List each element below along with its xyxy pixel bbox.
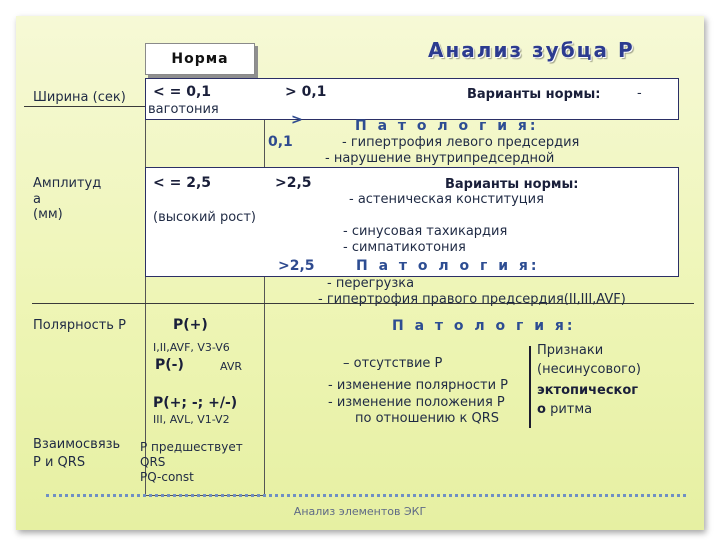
- width-row-label: Ширина (сек): [33, 90, 126, 105]
- width-norm-value: < = 0,1: [153, 84, 212, 100]
- amplitude-row-units: (мм): [33, 207, 63, 222]
- polarity-negative-leads: AVR: [220, 360, 242, 373]
- amplitude-row-label-1: Амплитуд: [33, 176, 102, 191]
- polarity-pathology-item-4: по отношению к QRS: [355, 411, 499, 426]
- width-gt-marker: >: [291, 112, 303, 128]
- ectopic-bracket: [529, 346, 531, 428]
- polarity-positive: Р(+): [173, 317, 208, 333]
- ectopic-sign-line-2: (несинусового): [537, 362, 641, 377]
- amplitude-pathology-item-1: - перегрузка: [327, 276, 415, 291]
- amplitude-norm-value: < = 2,5: [153, 175, 212, 191]
- polarity-row-label: Полярность Р: [33, 318, 126, 333]
- amplitude-variant-3: - симпатикотония: [343, 240, 466, 255]
- polarity-pathology-label: П а т о л о г и я:: [392, 318, 576, 334]
- width-pathology-label: П а т о л о г и я:: [355, 118, 539, 134]
- ectopic-sign-o: о: [537, 402, 546, 417]
- slide-title: Анализ зубца Р: [428, 38, 635, 62]
- amplitude-gt-value-2: >2,5: [278, 258, 315, 274]
- ectopic-sign-rhythm: ритма: [545, 402, 593, 417]
- amplitude-pathology-item-2: - гипертрофия правого предсердия(II,III,AVF): [318, 292, 626, 307]
- amplitude-variant-2: - синусовая тахикардия: [343, 224, 508, 239]
- width-pathology-item-2: - нарушение внутрипредсердной: [325, 151, 555, 166]
- relation-value-2: QRS: [140, 455, 166, 469]
- amplitude-variant-1: - астеническая конституция: [349, 192, 544, 207]
- relation-value-1: Р предшествует: [140, 440, 243, 454]
- footer-dotted-line: [46, 494, 686, 497]
- polarity-pathology-item-1: – отсутствие Р: [343, 356, 443, 371]
- polarity-biphasic: Р(+; -; +/-): [153, 395, 238, 411]
- ectopic-sign-line-3: эктопическог: [537, 383, 639, 398]
- relation-row-label-2: Р и QRS: [33, 455, 86, 470]
- amplitude-gt-value: >2,5: [275, 175, 312, 191]
- norm-column-frame: [145, 78, 265, 496]
- polarity-biphasic-leads: III, AVL, V1-V2: [153, 413, 230, 426]
- width-gt-value: > 0,1: [285, 84, 327, 100]
- footer-caption: Анализ элементов ЭКГ: [293, 505, 427, 518]
- width-pathology-item-1: - гипертрофия левого предсердия: [342, 135, 580, 150]
- relation-value-3: PQ-const: [140, 470, 194, 484]
- amplitude-pathology-label: П а т о л о г и я:: [356, 258, 540, 274]
- width-variant-vagotonia: ваготония: [148, 102, 219, 117]
- width-variants-dash: -: [637, 86, 642, 101]
- relation-row-label-1: Взаимосвязь: [33, 437, 121, 452]
- polarity-pathology-item-3: - изменение положения Р: [328, 395, 505, 410]
- row-divider-width: [24, 106, 146, 107]
- width-variants-label: Варианты нормы:: [467, 87, 601, 102]
- polarity-positive-leads: I,II,AVF, V3-V6: [153, 341, 230, 354]
- norma-header: Норма: [145, 43, 255, 75]
- width-gt-value-2: 0,1: [268, 134, 293, 150]
- ectopic-sign-line-1: Признаки: [537, 343, 604, 358]
- amplitude-variants-label: Варианты нормы:: [445, 177, 579, 192]
- amplitude-variant-1-cont: (высокий рост): [153, 210, 256, 225]
- polarity-negative: Р(-): [155, 357, 184, 373]
- polarity-pathology-item-2: - изменение полярности Р: [328, 378, 508, 393]
- amplitude-row-label-2: а: [33, 192, 41, 207]
- ectopic-sign-line-4: [537, 402, 592, 417]
